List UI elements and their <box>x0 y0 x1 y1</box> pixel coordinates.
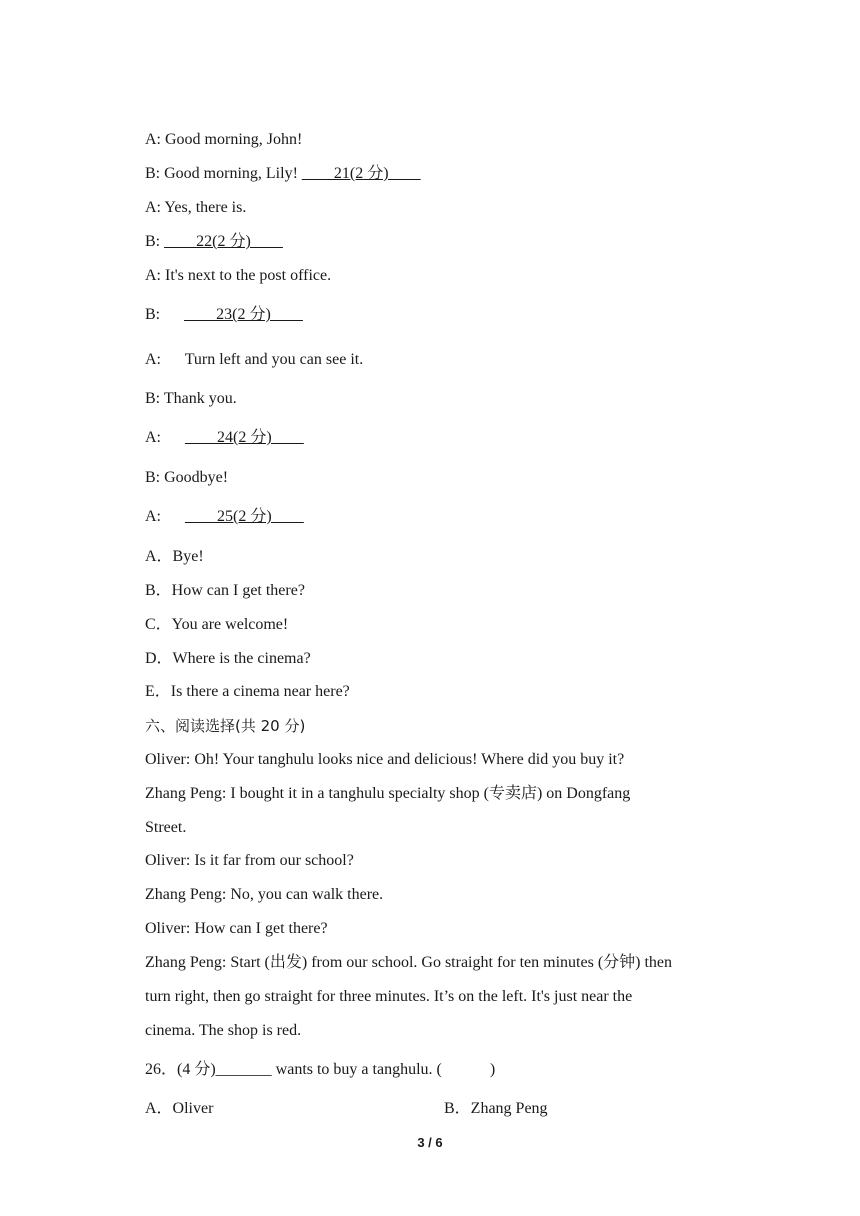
passage-line: Oliver: Oh! Your tanghulu looks nice and delicious! Where did you buy it? <box>145 751 625 768</box>
dialogue-line <box>145 164 421 184</box>
dialogue-line <box>145 468 228 488</box>
dialogue-text: Good morning, John! <box>165 131 303 148</box>
answer-blank-22[interactable]: ____22(2 分)____ <box>164 233 283 250</box>
dialogue-line <box>145 305 303 325</box>
dialogue-line <box>145 389 237 409</box>
answer-blank-23[interactable]: ____23(2 分)____ <box>184 306 303 323</box>
passage-line: cinema. The shop is red. <box>145 1022 302 1039</box>
speaker-label: B: <box>145 306 161 323</box>
speaker-label: A: <box>145 508 161 525</box>
dialogue-line <box>145 428 304 448</box>
passage-line: Street. <box>145 819 187 836</box>
dialogue-line <box>145 198 246 218</box>
dialogue-line <box>145 130 302 150</box>
passage-line: Zhang Peng: Start (出发) from our school. Go straight for ten minutes (分钟) then <box>145 954 673 971</box>
speaker-label: A: <box>145 429 161 446</box>
question-26-option-b: B．Zhang Peng <box>444 1100 548 1117</box>
speaker-label: A: <box>145 131 161 148</box>
speaker-label: A: <box>145 351 161 368</box>
option-c: C．You are welcome! <box>145 616 289 633</box>
answer-blank-24[interactable]: ____24(2 分)____ <box>185 429 304 446</box>
section-heading: 六、阅读选择(共 20 分) <box>145 717 306 735</box>
speaker-label: A: <box>145 267 161 284</box>
dialogue-text: Yes, there is. <box>164 199 247 216</box>
page-number: 3 / 6 <box>417 1135 443 1150</box>
speaker-label: A: <box>145 199 161 216</box>
question-26-stem: 26．(4 分)_______ wants to buy a tanghulu. ( ) <box>145 1061 496 1078</box>
dialogue-line <box>145 350 363 370</box>
dialogue-text: Goodbye! <box>164 469 229 486</box>
dialogue-text: Turn left and you can see it. <box>184 351 364 368</box>
option-e: E．Is there a cinema near here? <box>145 683 350 700</box>
dialogue-text: It's next to the post office. <box>165 267 332 284</box>
dialogue-line <box>145 232 283 252</box>
option-d: D．Where is the cinema? <box>145 650 311 667</box>
speaker-label: B: <box>145 165 161 182</box>
answer-blank-21[interactable]: ____21(2 分)____ <box>301 165 421 182</box>
question-26-option-a: A．Oliver <box>145 1100 214 1117</box>
option-a: A．Bye! <box>145 548 204 565</box>
dialogue-line <box>145 266 331 286</box>
passage-line: Zhang Peng: No, you can walk there. <box>145 886 384 903</box>
passage-line: Oliver: Is it far from our school? <box>145 852 354 869</box>
passage-line: turn right, then go straight for three minutes. It’s on the left. It's just near the <box>145 988 633 1005</box>
dialogue-text: Good morning, Lily! <box>164 165 298 182</box>
answer-blank-25[interactable]: ____25(2 分)____ <box>185 508 304 525</box>
dialogue-line <box>145 507 304 527</box>
speaker-label: B: <box>145 390 161 407</box>
passage-line: Zhang Peng: I bought it in a tanghulu specialty shop (专卖店) on Dongfang <box>145 785 631 802</box>
dialogue-text: Thank you. <box>163 390 237 407</box>
speaker-label: B: <box>145 469 161 486</box>
option-b: B．How can I get there? <box>145 582 305 599</box>
passage-line: Oliver: How can I get there? <box>145 920 328 937</box>
speaker-label: B: <box>145 233 161 250</box>
